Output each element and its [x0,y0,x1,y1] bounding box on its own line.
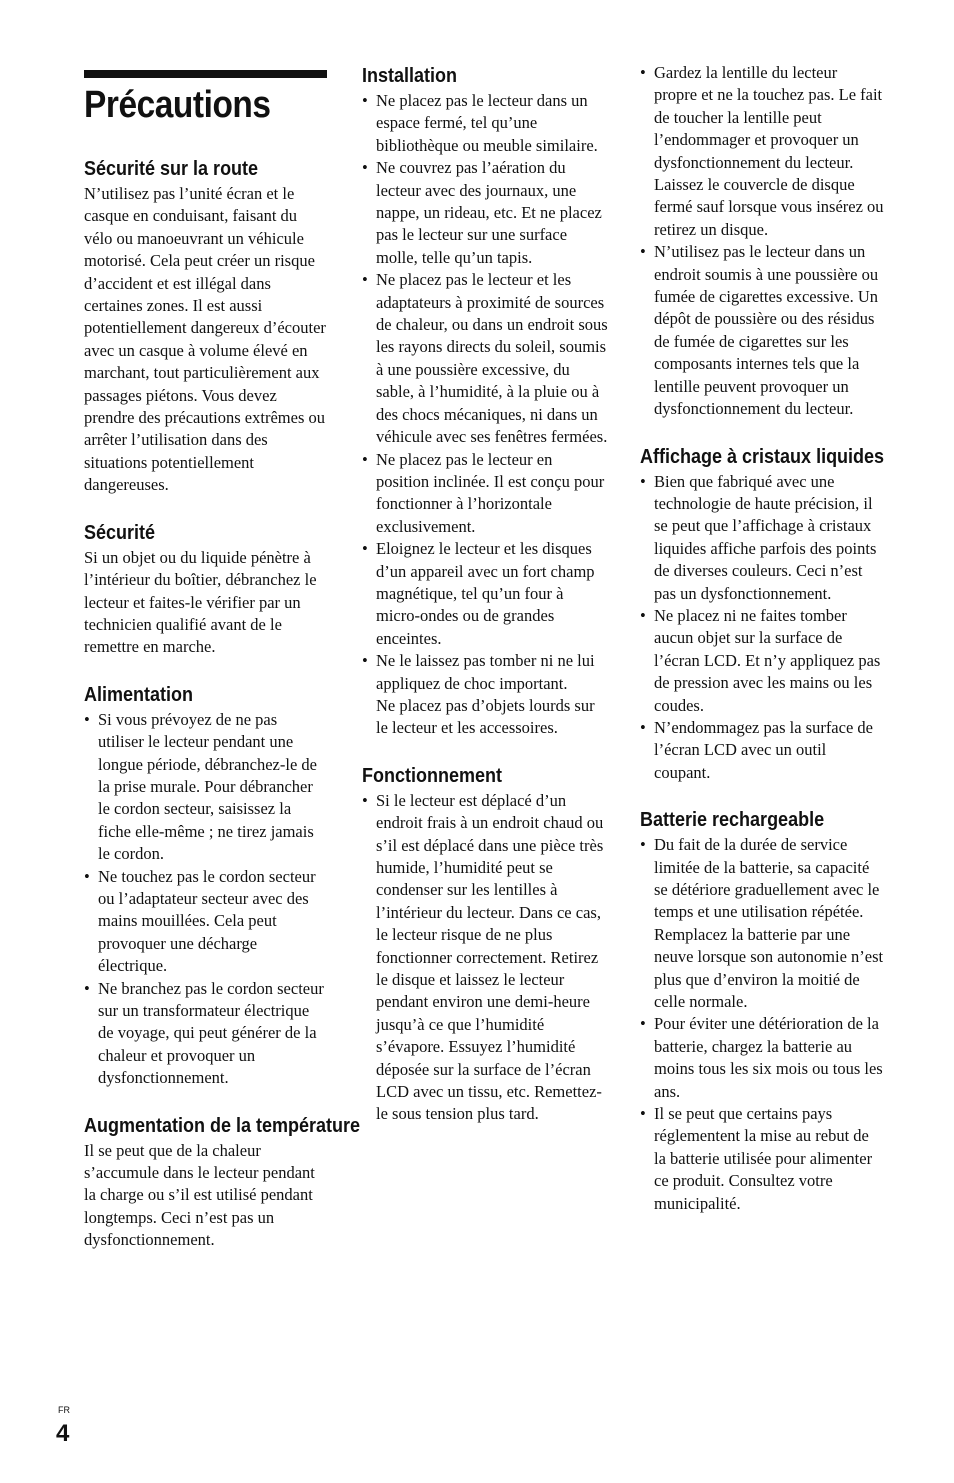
bullet-list [640,62,884,421]
bullet-item: • Ne le laissez pas tomber ni ne lui appliquez de choc important. Ne placez pas d’objets lourds sur le lecteur et les accessoires. [362,650,608,740]
section-heading: Alimentation [84,683,194,706]
bullet-list [640,471,884,785]
section [640,62,884,421]
column-3 [640,62,884,1237]
title-rule [84,70,327,78]
bullet-item: • Du fait de la durée de service limitée de la batterie, sa capacité se détériore graduellement avec le temps et une utilisation répétée. Remplacez la batterie par une neuve lorsque son autonomie n’est plus que d’environ la moitié de celle normale. [640,834,884,1013]
bullet-item: • Il se peut que certains pays réglementent la mise au rebut de la batterie utilisée pour alimenter ce produit. Consultez votre municipalité. [640,1103,884,1215]
bullet-item: • Si le lecteur est déplacé d’un endroit frais à un endroit chaud ou s’il est déplacé dans une pièce très humide, l’humidité peut se condenser sur les lentilles à l’intérieur du lecteur. Dans ce cas, le lecteur risque de ne plus fonctionner correctement. Retirez le disque et laissez le lecteur pendant environ une demi-heure jusqu’à ce que l’humidité s’évapore. Essuyez l’humidité déposée sur la surface de l’écran LCD avec un tissu, etc. Remettez-le sous tension plus tard. [362,790,608,1126]
column-1 [84,155,361,1274]
section [640,443,884,785]
section-heading: Affichage à cristaux liquides [640,445,885,468]
bullet-list [362,90,608,740]
section [84,155,326,497]
page-number: 4 [56,1420,70,1447]
bullet-item: • Ne branchez pas le cordon secteur sur un transformateur électrique de voyage, qui peut générer de la chaleur et provoquer un dysfonctionnement. [84,978,326,1090]
bullet-item: • Ne couvrez pas l’aération du lecteur avec des journaux, une nappe, un rideau, etc. Et ne placez pas le lecteur sur une surface molle, telle qu’un tapis. [362,157,608,269]
page-title: Précautions [84,84,271,126]
bullet-item: • Pour éviter une détérioration de la batterie, chargez la batterie au moins tous les six mois ou tous les ans. [640,1013,884,1103]
section-paragraph: Il se peut que de la chaleur s’accumule dans le lecteur pendant la charge ou s’il est utilisé pendant longtemps. Ceci n’est pas un dysfonctionnement. [84,1140,315,1250]
section-paragraph: N’utilisez pas l’unité écran et le casque en conduisant, faisant du vélo ou manoeuvrant un véhicule motorisé. Cela peut créer un risque d’accident et est illégal dans certaines zones. Il est aussi potentiellement dangereux d’écouter avec un casque à volume élevé en marchant, tout particulièrement aux passages piétons. Vous devez prendre des précautions extrêmes ou arrêter l’utilisation dans des situations potentiellement dangereuses. [84,184,326,495]
section-heading: Batterie rechargeable [640,809,825,832]
bullet-item: • Si vous prévoyez de ne pas utiliser le lecteur pendant une longue période, débranchez-le de la prise murale. Pour débrancher le cordon secteur, saisissez la fiche elle-même ; ne tirez jamais le cordon. [84,709,326,866]
section-heading: Fonctionnement [362,764,502,787]
section [640,806,884,1215]
section [362,762,608,1126]
bullet-item: • Ne placez pas le lecteur en position inclinée. Il est conçu pour fonctionner à l’horizontale exclusivement. [362,449,608,539]
bullet-list [84,709,326,1090]
bullet-item: • Eloignez le lecteur et les disques d’un appareil avec un fort champ magnétique, tel qu’un four à micro-ondes ou de grandes enceintes. [362,538,608,650]
bullet-item: • N’utilisez pas le lecteur dans un endroit soumis à une poussière ou fumée de cigarettes excessive. Un dépôt de poussière ou des résidus de fumée de cigarettes sur les composants internes tels que la lentille peuvent provoquer un dysfonctionnement du lecteur. [640,241,884,420]
bullet-item: • Ne placez pas le lecteur et les adaptateurs à proximité de sources de chaleur, ou dans un endroit sous les rayons directs du soleil, soumis à une poussière excessive, du sable, à l’humidité, à la pluie ou à des chocs mécaniques, ni dans un véhicule avec ses fenêtres fermées. [362,269,608,448]
bullet-list [640,834,884,1215]
bullet-item: • Ne touchez pas le cordon secteur ou l’adaptateur secteur avec des mains mouillées. Cela peut provoquer une décharge électrique. [84,866,326,978]
language-code: FR [58,1405,70,1415]
section-heading: Sécurité [84,521,156,544]
bullet-list [362,790,608,1126]
bullet-item: • Ne placez ni ne faites tomber aucun objet sur la surface de l’écran LCD. Et n’y appliquez pas de pression avec les mains ou les coudes. [640,605,884,717]
section-paragraph: Si un objet ou du liquide pénètre à l’intérieur du boîtier, débranchez le lecteur et faites-le vérifier par un technicien qualifié avant de le remettre en marche. [84,547,317,657]
bullet-item: • Ne placez pas le lecteur dans un espace fermé, tel qu’une bibliothèque ou meuble similaire. [362,90,608,157]
bullet-item: • N’endommagez pas la surface de l’écran LCD avec un outil coupant. [640,717,884,784]
column-2 [362,62,608,1148]
section [84,1112,361,1252]
section-heading: Augmentation de la température [84,1114,361,1137]
section [362,62,608,740]
section-heading: Sécurité sur la route [84,158,259,180]
section [84,519,326,659]
section-heading: Installation [362,65,458,87]
bullet-item: • Gardez la lentille du lecteur propre et ne la touchez pas. Le fait de toucher la lentille peut l’endommager et provoquer un dysfonctionnement du lecteur. Laissez le couvercle de disque fermé sauf lorsque vous insérez ou retirez un disque. [640,62,884,241]
section [84,681,326,1090]
bullet-item: • Bien que fabriqué avec une technologie de haute précision, il se peut que l’affichage à cristaux liquides affiche parfois des points de diverses couleurs. Ceci n’est pas un dysfonctionnement. [640,471,884,605]
